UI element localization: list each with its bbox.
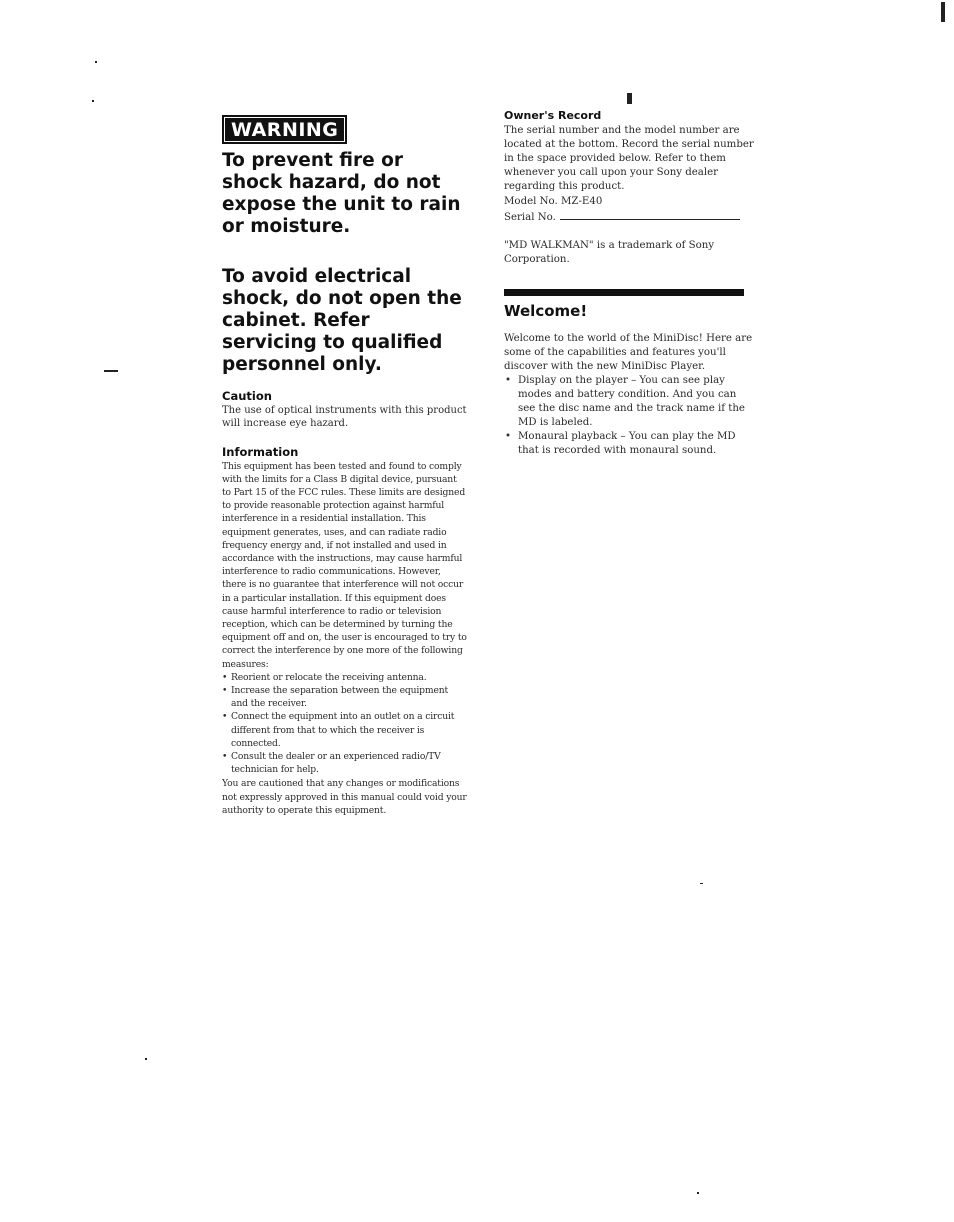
trademark-notice: "MD WALKMAN" is a trademark of Sony Corporation. <box>504 240 715 265</box>
welcome-divider-bar <box>504 289 744 296</box>
serial-label: Serial No. <box>504 212 556 223</box>
list-item-text: Reorient or relocate the receiving antenna. <box>231 671 427 683</box>
features-list <box>504 374 754 458</box>
caution-text: The use of optical instruments with this product will increase eye hazard. <box>222 405 467 430</box>
bullet-icon: • <box>222 711 228 723</box>
list-item <box>222 684 467 710</box>
owners-record-text: The serial number and the model number are located at the bottom. Record the serial number in the space provided below. Refer to them whenever you call upon your Sony dealer regarding this product. <box>504 125 754 192</box>
bullet-icon: • <box>222 671 228 683</box>
speck-5 <box>697 1192 699 1194</box>
bullet-icon: • <box>222 685 228 697</box>
electrical-shock-warning: To avoid electrical shock, do not open the cabinet. Refer servicing to qualified personnel only. <box>222 266 462 375</box>
list-item <box>222 710 467 750</box>
fire-shock-warning: To prevent fire or shock hazard, do not expose the unit to rain or moisture. <box>222 150 461 237</box>
model-number-line: Model No. MZ-E40 <box>504 196 603 207</box>
bullet-icon: • <box>505 375 512 386</box>
warning-badge: WARNING <box>222 115 347 144</box>
list-item-text: Consult the dealer or an experienced radio/TV technician for help. <box>231 751 441 776</box>
right-column <box>504 109 754 458</box>
speck-1 <box>95 61 97 63</box>
welcome-intro: Welcome to the world of the MiniDisc! Here are some of the capabilities and features you'll discover with the new MiniDisc Player. <box>504 333 753 372</box>
margin-mark-center-top <box>627 93 632 104</box>
list-item-text: Increase the separation between the equipment and the receiver. <box>231 685 449 710</box>
list-item <box>504 374 754 430</box>
information-closing: You are cautioned that any changes or modifications not expressly approved in this manual could void your authority to operate this equipment. <box>222 778 467 816</box>
fcc-measures-list <box>222 671 467 777</box>
list-item-text: Connect the equipment into an outlet on a circuit different from that to which the receiver is connected. <box>231 711 455 749</box>
margin-mark-top-right <box>941 2 945 22</box>
caution-heading: Caution <box>222 389 272 403</box>
serial-number-line <box>504 210 754 225</box>
list-item-text: Monaural playback – You can play the MD that is recorded with monaural sound. <box>518 431 736 456</box>
speck-4 <box>145 1058 147 1060</box>
margin-dash-left <box>104 370 118 372</box>
speck-2 <box>92 100 94 102</box>
owners-record-heading: Owner's Record <box>504 109 602 122</box>
information-text: This equipment has been tested and found to comply with the limits for a Class B digital device, pursuant to Part 15 of the FCC rules. These limits are designed to provide reasonable protection against harmful interference in a residential installation. This equipment generates, uses, and can radiate radio frequency energy and, if not installed and used in accordance with the instructions, may cause harmful interference to radio communications. However, there is no guarantee that interference will not occur in a particular installation. If this equipment does cause harmful interference to radio or television reception, which can be determined by turning the equipment off and on, the user is encouraged to try to correct the interference by one more of the following measures: <box>222 460 467 670</box>
speck-3 <box>700 883 703 884</box>
welcome-heading: Welcome! <box>504 302 588 320</box>
information-heading: Information <box>222 444 299 459</box>
list-item <box>222 671 467 684</box>
bullet-icon: • <box>222 751 228 763</box>
list-item-text: Display on the player – You can see play modes and battery condition. And you can see the disc name and the track name if the MD is labeled. <box>518 375 745 428</box>
list-item <box>504 430 754 458</box>
serial-blank-line <box>560 210 740 220</box>
list-item <box>222 750 467 776</box>
left-column <box>222 115 467 817</box>
bullet-icon: • <box>505 431 512 442</box>
